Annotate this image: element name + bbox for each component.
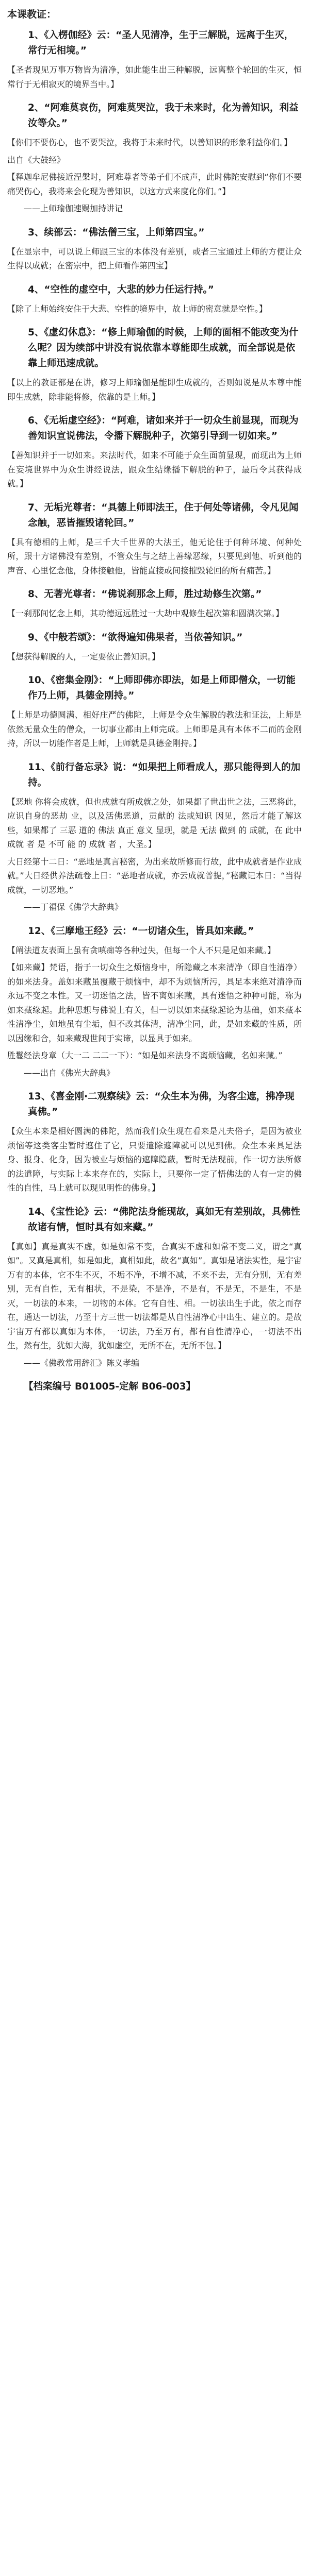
section-quote-heading: 12、《三摩地王经》云：“一切诸众生，皆具如来藏。” [28, 925, 254, 937]
teaching-section [7, 630, 302, 664]
page-heading: 本课教证： [7, 9, 57, 20]
section-quote-heading: 2、“阿难莫哀伤，阿难莫哭泣，我于未来时，化为善知识，利益汝等众。” [28, 103, 299, 129]
teaching-section [7, 1205, 302, 1370]
teaching-section [7, 282, 302, 316]
explanation-paragraph: 【圣者现见万事万物皆为清净，如此能生出三种解脱，远离整个轮回的生灭，恒常行于无相寂灭的境界当中。】 [7, 65, 302, 89]
teaching-section [7, 673, 302, 751]
source-citation: 出自《大鼓经》 [7, 155, 66, 165]
teaching-section [7, 413, 302, 491]
explanation-paragraph: 【你们不要伤心，也不要哭泣，我将于未来时代，以善知识的形象利益你们。】 [7, 138, 292, 147]
explanation-paragraph: 【具有德相的上师，是三千大千世界的大法王，他无论住于何种环境、何种处所，跟十方诸佛没有差别，不管众生与之结上善缘恶缘，只要见到他、听到他的声音、心里忆念他，身体接触他，皆能直接或间接摧毁轮回的所有痛苦。】 [7, 537, 302, 575]
source-attribution: ——出自《佛光大辞典》 [24, 1067, 115, 1078]
section-quote-heading: 4、“空性的虚空中，大悲的妙力任运行持。” [28, 284, 214, 295]
source-attribution: ——上师瑜伽速赐加持讲记 [24, 204, 123, 213]
section-quote-heading: 9、《中般若颂》：“欲得遍知佛果者，当依善知识。” [28, 632, 243, 643]
explanation-paragraph: 【真如】真是真实不虚，如是如常不变，合真实不虚和如常不变二义，谓之“真如”。又真是真相，如是如此，真相如此，故名“真如”。真如是诸法实性，是宇宙万有的本体，它不生不灭，不垢不净，不增不减，不来不去，无有分别，无有差别，无有自性，无有相状，不是染，不是净，不是有，不是无，不是生，不是灭，一切法的本来，一切物的本体。它有自性、相。一切法出生于此，依之而存在，通达一切法，乃至十方三世一切法都是从自性清净心中出生、建立的。是故宇宙万有都以真如为本体，一切法，乃至万有，都有自性清净心，一切法不出生，然有生，犹如大海，犹如虚空，无所不在，无所不包。】 [7, 1241, 302, 1350]
section-quote-heading: 8、无著光尊者：“佛说刹那念上师，胜过劫修生次第。” [28, 589, 262, 600]
explanation-paragraph: 【在显宗中，可以说上师跟三宝的本体没有差别，或者三宝通过上师的方便让众生得以成就；在密宗中，把上师看作第四宝】 [7, 246, 302, 270]
section-quote-heading: 5、《虚幻休息》：“修上师瑜伽的时候，上师的面相不能改变为什么呢？因为续部中讲没有说依靠本尊能即生成就，而全部说是依靠上师迅速成就。 [28, 327, 299, 369]
teaching-section [7, 924, 302, 1080]
explanation-paragraph: 【释迦牟尼佛接近涅槃时，阿难尊者等弟子们不成声，此时佛陀安慰到“你们不要痛哭伤心，我将来会化现为善知识，以这方式来度化你们。”】 [7, 172, 302, 196]
section-quote-heading: 7、无垢光尊者：“具德上师即法王，住于何处等诸佛，令凡见闻念触，恶皆摧毁诸轮回。” [28, 502, 299, 529]
explanation-paragraph: 胜鬘经法身章（大一二 二二一下）：“如是如来法身不离烦恼藏，名如来藏。” [7, 1050, 283, 1060]
section-quote-heading: 10、《密集金刚》：“上师即佛亦即法，如是上师即僧众，一切能作乃上师，具德金刚持。” [28, 675, 296, 701]
teaching-section [7, 760, 302, 914]
explanation-paragraph: 【除了上师始终安住于大悲、空性的境界中，故上师的密意就是空性。】 [7, 303, 268, 314]
explanation-paragraph: 【以上的教证都是在讲，修习上师瑜伽是能即生成就的，否则如说是从本尊中能即生成就，除非能将修，依靠的是上师。】 [7, 378, 302, 402]
source-attribution: ——《佛教常用辞汇》陈义孝编 [24, 1358, 140, 1368]
section-quote-heading: 14、《宝性论》云：“佛陀法身能现故，真如无有差别故，具佛性故诸有情，恒时具有如来藏。” [28, 1206, 301, 1233]
section-quote-heading: 3、续部云：“佛法僧三宝，上师第四宝。” [28, 227, 205, 238]
teaching-section [7, 100, 302, 216]
section-quote-heading: 6、《无垢虚空经》：“阿难，诸如来并于一切众生前显现，而现为善知识宣说佛法，令播下解脱种子，次第引导到一切如来。” [28, 415, 299, 442]
explanation-paragraph: 【善知识并于一切如来。来法时代，如来不可能于众生面前显现，而现出为上师在妄境世界中为众生讲经说法，跟众生结缘播下解脱的种子，最后令其获得成就。】 [7, 450, 302, 488]
teaching-section [7, 1089, 302, 1195]
explanation-paragraph: 【恶地 你将会成就，但也成就有所成就之处，如果都了世出世之法，三恶将此，应识自身的恶劫 业，以及活佛恶道，贡献的 法或知识 因见，然后才能了解这些，如果都了 三恶 道的 佛法 真正 意义 显现，就是 无法 做到 的 成就，在 此中 成就 者 是 不可 能 的 成就 者 ，大圣。】 [7, 796, 302, 849]
explanation-paragraph: 【众生本来是相好圆满的佛陀，然而我们众生现在看来是凡夫俗子，是因为被业烦恼等这类客尘暂时遮住了它，只要遣除遮障就可以见到佛。众生本来具足法身、报身、化身，因为被业与烦恼的遮障隐蔽，暂时无法现前，作一切方法所修的法遣障，与实际上本来存在的，实际上，只要你一定了悟佛法的人有一定的佛性的自性，马上就可以现见明性的佛身。】 [7, 1126, 302, 1193]
section-quote-heading: 11、《前行备忘录》说：“如果把上师看成人，那只能得到人的加持。 [28, 761, 301, 788]
explanation-paragraph: 【想获得解脱的人，一定要依止善知识。】 [7, 651, 160, 662]
teaching-section [7, 587, 302, 621]
teaching-section [7, 28, 302, 91]
sections-container [7, 28, 302, 1370]
archive-reference: 【档案编号 B01005-定解 B06-003】 [24, 1381, 196, 1392]
section-quote-heading: 13、《喜金刚·二观察续》云：“众生本为佛，为客尘遮，拂净现真佛。” [28, 1091, 295, 1117]
explanation-paragraph: 【如来藏】梵语，指于一切众生之烦恼身中，所隐藏之本来清净（即自性清净）的如来法身。盖如来藏虽覆藏于烦恼中，却不为烦恼所污，具足本来绝对清净而永远不变之本性。又一切迷悟之法，皆不离如来藏，具有迷悟之种种可能，称为如来藏缘起。此种思想与佛说上有关，但一切以如来藏缘起论为基础，如来藏本性清净尘，如地虽有尘垢，但不改其体清，清净尘同，此，是如来藏的性质，所以因缘和合，如来藏现世间于实谛，以显具于如来。 [7, 962, 302, 1043]
explanation-paragraph: 大日经第十二日：“恶地是真言秘密，为出来故所修而行故，此中成就者是作业成就。”大日经供养法疏卷上日：“恶地者成就，亦云成就普提，”秘藏记本日：“当得成就，一切恶地。” [7, 856, 302, 895]
explanation-paragraph: 【上师是功德圆满、相好庄严的佛陀，上师是令众生解脱的教法和证法，上师是依然无量众生的僧众，一切事业都由上师完成。上师即是具有本体不二而的金刚持，所以一切能作者是上师，上师就是具德金刚持。】 [7, 710, 302, 748]
teaching-section [7, 325, 302, 404]
explanation-paragraph: 【阐法道友表面上虽有贪嗔痴等各种过失，但每一个人不只是足如来藏。】 [7, 945, 276, 955]
source-attribution: ——丁福保《佛学大辞典》 [24, 902, 123, 912]
teaching-section [7, 500, 302, 578]
section-quote-heading: 1、《入楞伽经》云：“圣人见清净，生于三解脱，远离于生灭，常行无相境。” [28, 30, 294, 56]
explanation-paragraph: 【一刹那间忆念上师，其功德远远胜过一大劫中观修生起次第和圆满次第。】 [7, 608, 284, 618]
teaching-section [7, 225, 302, 273]
